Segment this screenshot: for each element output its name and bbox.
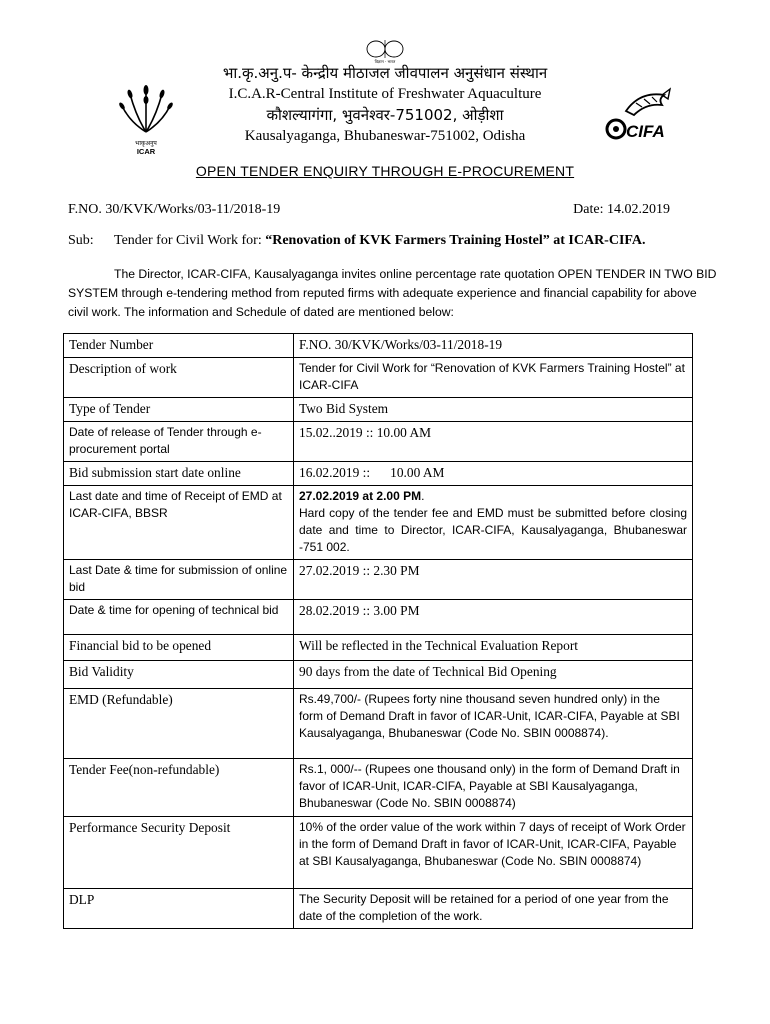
table-row [64,817,693,889]
subject-prefix: Tender for Civil Work for: [114,233,266,248]
row-value: 27.02.2019 :: 2.30 PM [294,560,693,600]
row-label: Last date and time of Receipt of EMD at ICAR-CIFA, BBSR [64,486,294,560]
row-value: Will be reflected in the Technical Evaluation Report [294,635,693,661]
row-label: Description of work [64,358,294,398]
row-value: The Security Deposit will be retained for a period of one year from the date of the completion of the work. [294,889,693,929]
emblem-label: विज्ञान · भारत [374,59,396,64]
letterhead [0,0,770,160]
reference-line [68,202,670,218]
table-row [64,689,693,759]
row-value: 10% of the order value of the work within 7 days of receipt of Work Order in the form of Demand Draft in favor of ICAR-Unit, ICAR-CIFA, Payable at SBI Kausalyaganga, Bhubaneswar (Code No. SBIN 0008874) [294,817,693,889]
row-label: Tender Number [64,334,294,358]
row-label: Tender Fee(non-refundable) [64,759,294,817]
row-label: Bid submission start date online [64,462,294,486]
institute-address-hindi: कौशल्यागंगा, भुवनेश्वर-751002, ओड़ीशा [266,106,504,124]
table-row [64,759,693,817]
row-value: Rs.49,700/- (Rupees forty nine thousand seven hundred only) in the form of Demand Draft in favor of ICAR-Unit, ICAR-CIFA, Payable at SBI Kausalyaganga, Bhubaneswar (Code No. SBIN 0008874). [294,689,693,759]
document-date: Date: 14.02.2019 [573,202,670,217]
institute-address-english: Kausalyaganga, Bhubaneswar-751002, Odisha [244,128,526,144]
intro-paragraph: The Director, ICAR-CIFA, Kausalyaganga invites online percentage rate quotation OPEN TENDER IN TWO BID SYSTEM through e-tendering method from reputed firms with adequate experience and financial capability for above civil work. The information and Schedule of dated are mentioned below: [68,267,717,319]
row-value: 90 days from the date of Technical Bid Opening [294,661,693,689]
row-label: Date of release of Tender through e-procurement portal [64,422,294,462]
table-row [64,600,693,635]
row-value: Tender for Civil Work for “Renovation of KVK Farmers Training Hostel” at ICAR-CIFA [294,358,693,398]
row-label: DLP [64,889,294,929]
row-value: 27.02.2019 at 2.00 PM. Hard copy of the tender fee and EMD must be submitted before closing date and time to Director, ICAR-CIFA, Kausalyaganga, Bhubaneswar -751 002. [294,486,693,560]
emd-deadline: 27.02.2019 at 2.00 PM [299,489,422,503]
cifa-logo-text: CIFA [626,122,665,141]
institute-name-hindi: भा.कृ.अनु.प- केन्द्रीय मीठाजल जीवपालन अनुसंधान संस्थान [222,64,548,82]
row-value: Two Bid System [294,398,693,422]
icar-logo-hindi: भाकृअनुप [135,140,157,147]
row-label: Performance Security Deposit [64,817,294,889]
row-value: F.NO. 30/KVK/Works/03-11/2018-19 [294,334,693,358]
tender-schedule-table [63,333,693,929]
row-value: 15.02..2019 :: 10.00 AM [294,422,693,462]
table-row [64,334,693,358]
row-label: Bid Validity [64,661,294,689]
row-label: Date & time for opening of technical bid [64,600,294,635]
emblem-icon [350,38,420,64]
row-label: Type of Tender [64,398,294,422]
document-title: OPEN TENDER ENQUIRY THROUGH E-PROCUREMENT [195,163,575,179]
subject-bold: “Renovation of KVK Farmers Training Hostel” at ICAR-CIFA. [265,233,646,248]
row-value: 16.02.2019 :: 10.00 AM [294,462,693,486]
table-row [64,422,693,462]
table-row [64,661,693,689]
table-row [64,398,693,422]
row-label: Financial bid to be opened [64,635,294,661]
file-number: F.NO. 30/KVK/Works/03-11/2018-19 [68,202,281,217]
row-label: EMD (Refundable) [64,689,294,759]
row-value: 28.02.2019 :: 3.00 PM [294,600,693,635]
table-row [64,635,693,661]
emd-note: Hard copy of the tender fee and EMD must be submitted before closing date and time to Director, ICAR-CIFA, Kausalyaganga, Bhubaneswar -751 002. [299,506,687,554]
institute-heading [150,63,620,147]
row-value: Rs.1, 000/-- (Rupees one thousand only) in the form of Demand Draft in favor of ICAR-Unit, ICAR-CIFA, Payable at SBI Kausalyaganga, Bhubaneswar (Code No. SBIN 0008874) [294,759,693,817]
row-label: Last Date & time for submission of online bid [64,560,294,600]
table-row [64,486,693,560]
subject-line [68,233,708,249]
icar-logo-text: ICAR [136,147,156,156]
table-row [64,462,693,486]
table-row [64,889,693,929]
table-row [64,560,693,600]
institute-name-english: I.C.A.R-Central Institute of Freshwater Aquaculture [228,86,542,102]
subject-label: Sub: [68,233,94,248]
table-row [64,358,693,398]
